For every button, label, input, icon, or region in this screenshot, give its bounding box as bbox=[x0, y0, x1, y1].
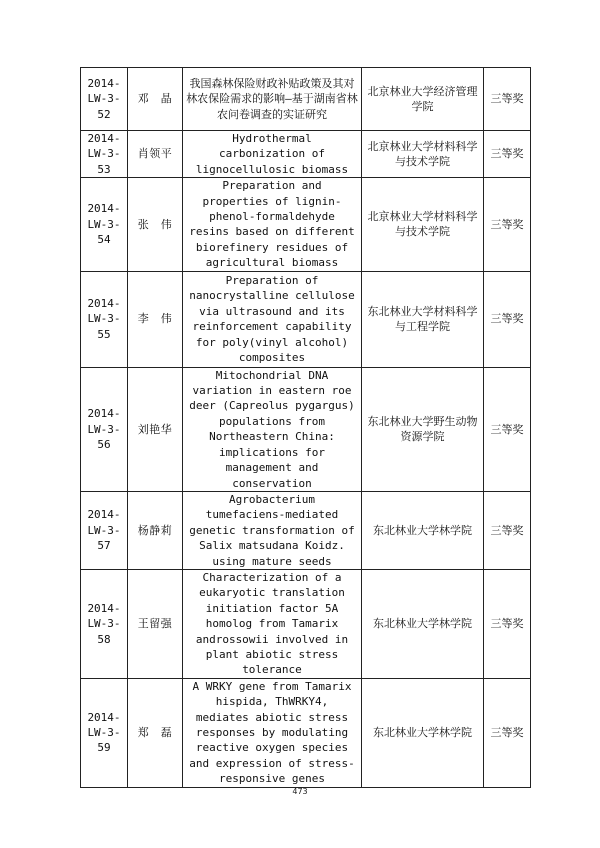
award-id: 2014-LW-3-53 bbox=[81, 131, 128, 178]
affiliation: 北京林业大学材料科学与技术学院 bbox=[362, 131, 484, 178]
affiliation: 东北林业大学林学院 bbox=[362, 678, 484, 787]
paper-title: Characterization of a eukaryotic translation initiation factor 5A homolog from Tamarix androssowii involved in plant abiotic stress tolerance bbox=[183, 569, 362, 678]
affiliation: 东北林业大学林学院 bbox=[362, 491, 484, 569]
author-name: 张 伟 bbox=[128, 178, 183, 271]
prize-level: 三等奖 bbox=[484, 131, 531, 178]
table-row bbox=[81, 569, 531, 678]
award-id: 2014-LW-3-58 bbox=[81, 569, 128, 678]
prize-level: 三等奖 bbox=[484, 178, 531, 271]
affiliation: 北京林业大学经济管理学院 bbox=[362, 68, 484, 131]
table-row bbox=[81, 178, 531, 271]
paper-title: Mitochondrial DNA variation in eastern roe deer (Capreolus pygargus) populations from Northeastern China: implications for management and conservation bbox=[183, 367, 362, 491]
prize-level: 三等奖 bbox=[484, 491, 531, 569]
award-id: 2014-LW-3-52 bbox=[81, 68, 128, 131]
table-row bbox=[81, 367, 531, 491]
award-id: 2014-LW-3-57 bbox=[81, 491, 128, 569]
author-name: 杨静莉 bbox=[128, 491, 183, 569]
page-number: 473 bbox=[292, 787, 308, 796]
award-id: 2014-LW-3-54 bbox=[81, 178, 128, 271]
paper-title: A WRKY gene from Tamarix hispida, ThWRKY4, mediates abiotic stress responses by modulating reactive oxygen species and expression of stress-responsive genes bbox=[183, 678, 362, 787]
table-row bbox=[81, 491, 531, 569]
affiliation: 东北林业大学林学院 bbox=[362, 569, 484, 678]
affiliation: 北京林业大学材料科学与技术学院 bbox=[362, 178, 484, 271]
author-name: 王留强 bbox=[128, 569, 183, 678]
award-id: 2014-LW-3-55 bbox=[81, 271, 128, 367]
prize-level: 三等奖 bbox=[484, 367, 531, 491]
award-id: 2014-LW-3-56 bbox=[81, 367, 128, 491]
paper-title: Preparation and properties of lignin-phenol-formaldehyde resins based on different biorefinery residues of agricultural biomass bbox=[183, 178, 362, 271]
table-row bbox=[81, 271, 531, 367]
affiliation: 东北林业大学材料科学与工程学院 bbox=[362, 271, 484, 367]
author-name: 刘艳华 bbox=[128, 367, 183, 491]
author-name: 邓 晶 bbox=[128, 68, 183, 131]
award-id: 2014-LW-3-59 bbox=[81, 678, 128, 787]
author-name: 李 伟 bbox=[128, 271, 183, 367]
paper-title: 我国森林保险财政补贴政策及其对林农保险需求的影响—基于湖南省林农问卷调查的实证研究 bbox=[183, 68, 362, 131]
author-name: 肖领平 bbox=[128, 131, 183, 178]
affiliation: 东北林业大学野生动物资源学院 bbox=[362, 367, 484, 491]
paper-title: Agrobacterium tumefaciens-mediated genetic transformation of Salix matsudana Koidz. using mature seeds bbox=[183, 491, 362, 569]
prize-level: 三等奖 bbox=[484, 569, 531, 678]
prize-level: 三等奖 bbox=[484, 678, 531, 787]
table-row bbox=[81, 678, 531, 787]
table-row bbox=[81, 68, 531, 131]
author-name: 郑 磊 bbox=[128, 678, 183, 787]
table-row bbox=[81, 131, 531, 178]
prize-level: 三等奖 bbox=[484, 68, 531, 131]
awards-table bbox=[80, 67, 531, 788]
paper-title: Preparation of nanocrystalline cellulose via ultrasound and its reinforcement capability for poly(vinyl alcohol) composites bbox=[183, 271, 362, 367]
prize-level: 三等奖 bbox=[484, 271, 531, 367]
paper-title: Hydrothermal carbonization of lignocellulosic biomass bbox=[183, 131, 362, 178]
